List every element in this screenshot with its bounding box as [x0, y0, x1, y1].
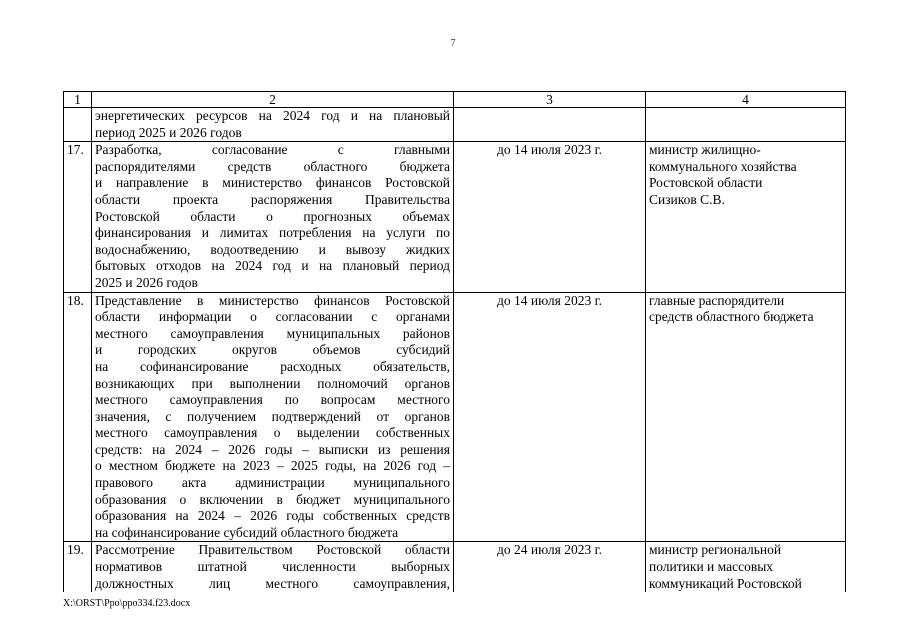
description-line: Представление в министерство финансов Ростовской: [95, 292, 450, 308]
row-description: [92, 142, 454, 292]
description-line: возникающих при выполнении полномочий органов: [95, 375, 450, 391]
document-table: [63, 91, 846, 592]
description-line: распорядителями средств областного бюджета: [95, 158, 450, 174]
description-line: на софинансирование расходных обязательств,: [95, 358, 450, 374]
description-line: правового акта администрации муниципального: [95, 475, 450, 491]
table-row: [64, 292, 846, 542]
header-cell: 1: [64, 92, 92, 108]
description-line: области информации о согласовании с органами: [95, 309, 450, 325]
table-header-row: [64, 92, 846, 108]
row-deadline: до 14 июля 2023 г.: [454, 142, 646, 292]
description-line: Разработка, согласование с главными: [95, 142, 450, 158]
responsible-line: Сизиков С.В.: [649, 191, 725, 207]
responsible-line: коммуникаций Ростовской: [649, 575, 802, 591]
description-line: энергетических ресурсов на 2024 год и на плановый: [95, 108, 450, 123]
description-line: Ростовской области о прогнозных объемах: [95, 208, 450, 224]
table-row: [64, 142, 846, 292]
row-number: [64, 108, 92, 142]
header-cell: 4: [646, 92, 846, 108]
responsible-line: министр региональной: [649, 542, 782, 558]
responsible-line: Ростовской области: [649, 175, 763, 191]
responsible-line: главные распорядители: [649, 292, 785, 308]
description-line: Рассмотрение Правительством Ростовской области: [95, 542, 450, 558]
row-responsible: [646, 542, 846, 592]
description-line: и направление в министерство финансов Ростовской: [95, 175, 450, 191]
description-line: должностных лиц местного самоуправления,: [95, 575, 450, 591]
row-responsible: [646, 292, 846, 542]
description-line: местного самоуправления муниципальных районов: [95, 325, 450, 341]
responsible-line: министр жилищно-: [649, 142, 761, 158]
responsible-line: средств областного бюджета: [649, 309, 814, 325]
row-number: 19.: [64, 542, 92, 592]
page-number: 7: [450, 38, 456, 49]
description-line: местного самоуправления о выделении собственных: [95, 425, 450, 441]
description-line: 2025 и 2026 годов: [95, 274, 198, 290]
row-deadline: до 14 июля 2023 г.: [454, 292, 646, 542]
header-cell: 3: [454, 92, 646, 108]
description-line: финансирования и лимитах потребления на услуги по: [95, 225, 450, 241]
table-row: [64, 542, 846, 592]
responsible-line: коммунального хозяйства: [649, 158, 797, 174]
description-line: и городских округов объемов субсидий: [95, 342, 450, 358]
description-line: период 2025 и 2026 годов: [95, 124, 242, 140]
description-line: образования о включении в бюджет муниципального: [95, 491, 450, 507]
description-line: бытовых отходов на 2024 год и на плановый период: [95, 258, 450, 274]
description-line: образования на 2024 – 2026 годы собственных средств: [95, 508, 450, 524]
row-deadline: до 24 июля 2023 г.: [454, 542, 646, 592]
row-responsible: [646, 108, 846, 142]
row-number: 18.: [64, 292, 92, 542]
row-responsible: [646, 142, 846, 292]
row-deadline: [454, 108, 646, 142]
description-line: значения, с получением подтверждений от органов: [95, 408, 450, 424]
description-line: водоснабжению, водоотведению и вывозу жидких: [95, 241, 450, 257]
description-line: на софинансирование субсидий областного бюджета: [95, 524, 399, 540]
row-description: [92, 292, 454, 542]
row-description: [92, 108, 454, 142]
description-line: нормативов штатной численности выборных: [95, 559, 450, 575]
row-description: [92, 542, 454, 592]
row-number: 17.: [64, 142, 92, 292]
file-path-footer: X:\ORST\Ppo\ppo334.f23.docx: [63, 598, 191, 609]
table-row: [64, 108, 846, 142]
description-line: средств: на 2024 – 2026 годы – выписки из решения: [95, 441, 450, 457]
description-line: о местном бюджете на 2023 – 2025 годы, на 2026 год –: [95, 458, 450, 474]
description-line: местного самоуправления по вопросам местного: [95, 392, 450, 408]
description-line: области проекта распоряжения Правительства: [95, 191, 450, 207]
responsible-line: политики и массовых: [649, 559, 774, 575]
header-cell: 2: [92, 92, 454, 108]
